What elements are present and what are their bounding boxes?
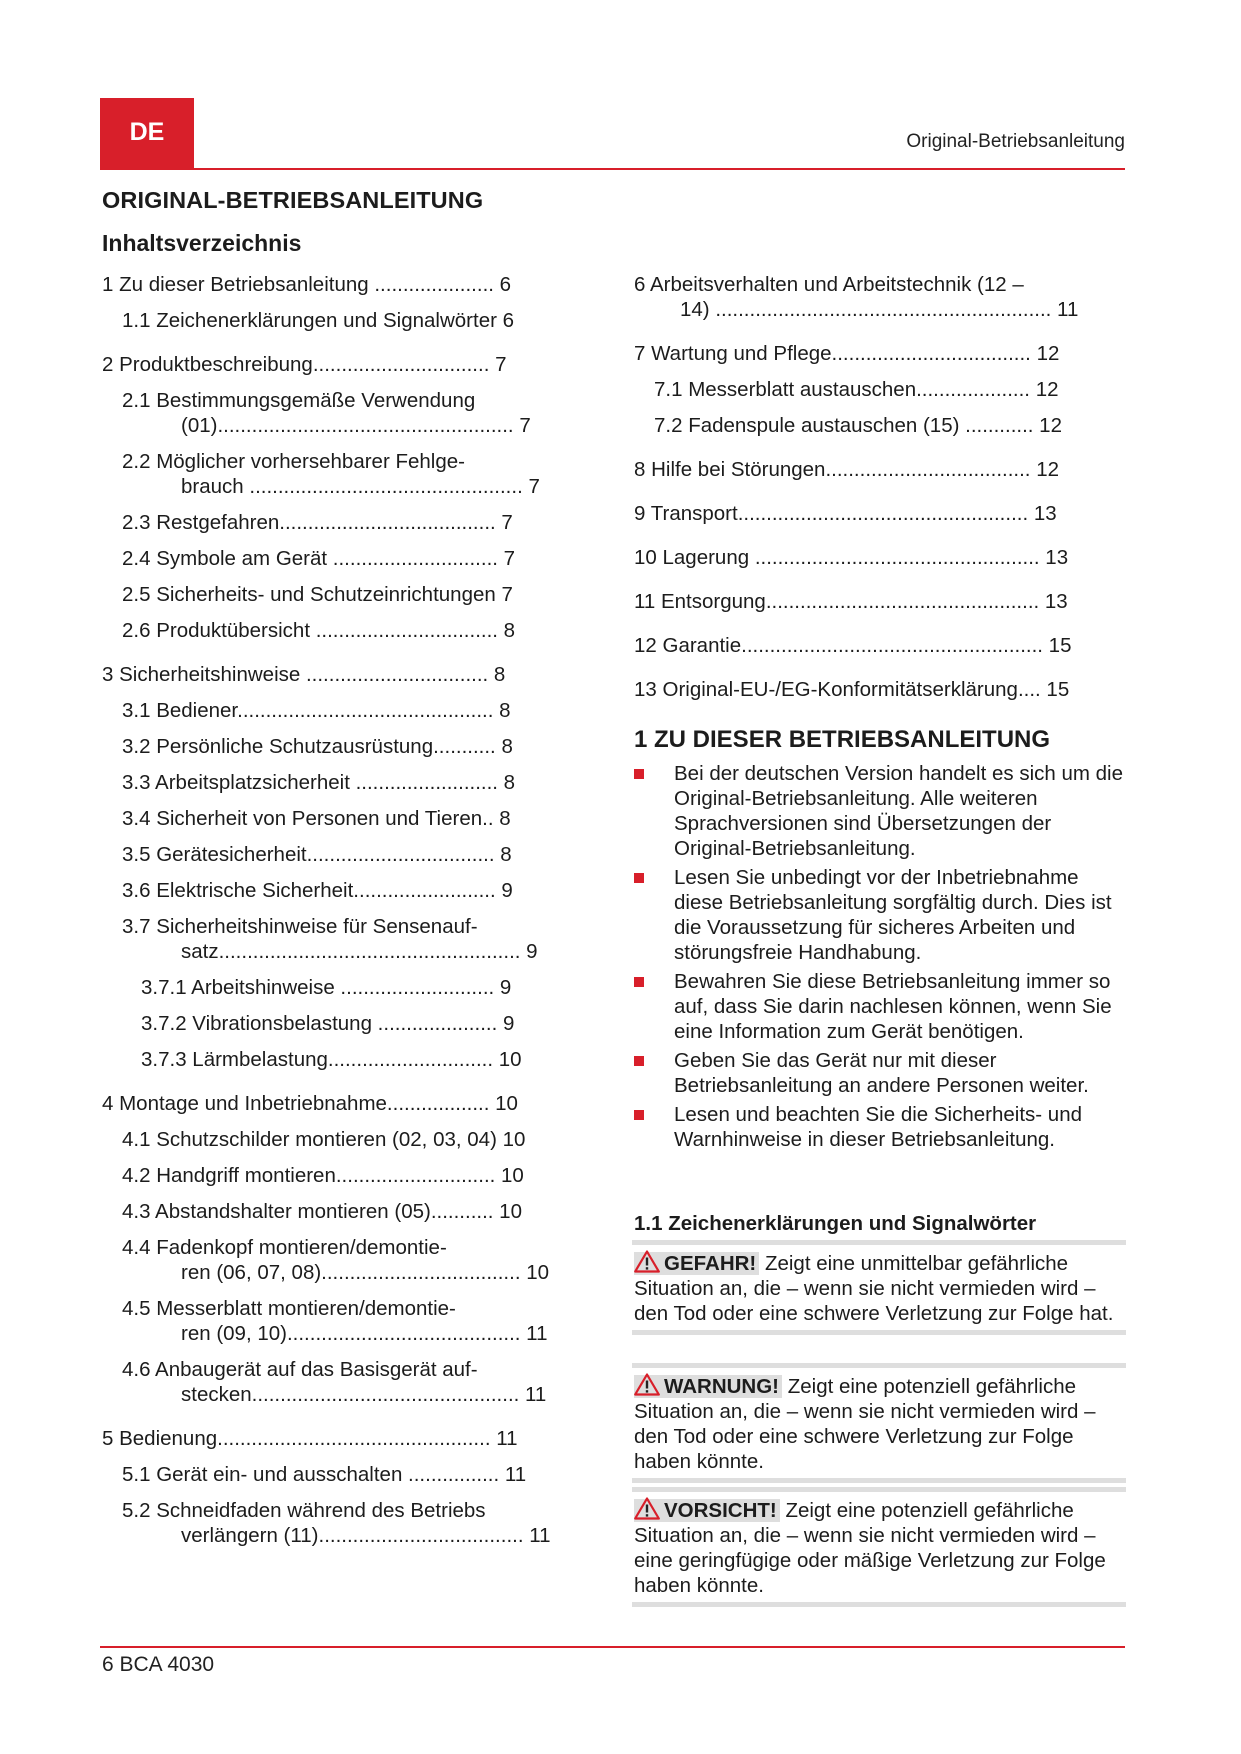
signal-box-caution: VORSICHT! Zeigt eine potenziell gefährliche Situation an, die – wenn sie nicht vermieden wird – eine geringfügige oder mäßige Verletzung zur Folge haben könnte. [632, 1487, 1126, 1607]
list-item: Lesen Sie unbedingt vor der Inbetriebnahme diese Betriebsanleitung sorgfältig durch. Dies ist die Voraussetzung für sicheres Arbeiten und störungsfreie Handhabung. [634, 865, 1128, 965]
toc-entry[interactable]: 7.2 Fadenspule austauschen (15) ............ 12 [654, 414, 1062, 437]
toc-entry[interactable]: 2.5 Sicherheits- und Schutzeinrichtungen 7 [122, 583, 513, 606]
toc-entry[interactable]: 8 Hilfe bei Störungen.................................... 12 [634, 458, 1059, 481]
toc-entry[interactable]: 3.4 Sicherheit von Personen und Tieren.. 8 [122, 807, 511, 830]
toc-entry[interactable]: 12 Garantie..................................................... 15 [634, 634, 1072, 657]
bullet-list [634, 761, 1128, 1156]
bullet-square-icon [634, 977, 644, 987]
bullet-square-icon [634, 1056, 644, 1066]
toc-entry[interactable]: 2.6 Produktübersicht ................................ 8 [122, 619, 516, 642]
toc-entry[interactable]: 3.5 Gerätesicherheit................................. 8 [122, 843, 512, 866]
toc-entry[interactable]: 3.6 Elektrische Sicherheit......................... 9 [122, 879, 513, 902]
subsection-heading: 1.1 Zeichenerklärungen und Signalwörter [634, 1212, 1037, 1235]
toc-entry[interactable]: 3.2 Persönliche Schutzausrüstung........... 8 [122, 735, 513, 758]
list-item: Lesen und beachten Sie die Sicherheits- und Warnhinweise in dieser Betriebsanleitung. [634, 1102, 1128, 1152]
toc-entry[interactable]: 10 Lagerung .................................................. 13 [634, 546, 1069, 569]
toc-entry[interactable]: 4 Montage und Inbetriebnahme.................. 10 [102, 1092, 518, 1115]
header-divider [100, 168, 1125, 170]
toc-entry[interactable]: 4.4 Fadenkopf montieren/demontie- ren (06, 07, 08)................................... 10 [122, 1236, 550, 1284]
toc-entry[interactable]: 9 Transport................................................... 13 [634, 502, 1057, 525]
warning-triangle-icon [634, 1373, 660, 1396]
page-footer: 6 BCA 4030 [102, 1653, 215, 1676]
warning-triangle-icon [634, 1497, 660, 1520]
toc-entry[interactable]: 3.1 Bediener............................................. 8 [122, 699, 511, 722]
toc-entry[interactable]: 3 Sicherheitshinweise ................................ 8 [102, 663, 506, 686]
toc-right-column [634, 272, 1128, 702]
toc-entry[interactable]: 11 Entsorgung................................................ 13 [634, 590, 1068, 613]
document-title: ORIGINAL-BETRIEBSANLEITUNG [102, 187, 484, 213]
toc-entry[interactable]: 13 Original-EU-/EG-Konformitätserklärung.... 15 [634, 678, 1070, 701]
bullet-square-icon [634, 873, 644, 883]
toc-entry[interactable]: 6 Arbeitsverhalten und Arbeitstechnik (12 – 14) ........................................................... 11 [634, 273, 1079, 321]
toc-entry[interactable]: 4.2 Handgriff montieren............................ 10 [122, 1164, 524, 1187]
toc-left-column [102, 272, 580, 1548]
toc-entry[interactable]: 3.7.1 Arbeitshinweise ........................... 9 [141, 976, 512, 999]
toc-entry[interactable]: 2.2 Möglicher vorhersehbarer Fehlge- brauch ................................................ 7 [122, 450, 540, 498]
toc-entry[interactable]: 3.7.3 Lärmbelastung............................. 10 [141, 1048, 522, 1071]
toc-entry[interactable]: 2 Produktbeschreibung............................... 7 [102, 353, 507, 376]
bullet-square-icon [634, 1110, 644, 1120]
toc-entry[interactable]: 2.1 Bestimmungsgemäße Verwendung (01).................................................... 7 [122, 389, 531, 437]
warning-triangle-icon [634, 1250, 660, 1273]
toc-entry[interactable]: 5.1 Gerät ein- und ausschalten ................ 11 [122, 1463, 527, 1486]
language-badge: DE [100, 98, 194, 168]
toc-entry[interactable]: 3.3 Arbeitsplatzsicherheit ......................... 8 [122, 771, 516, 794]
toc-entry[interactable]: 5.2 Schneidfaden während des Betriebs verlängern (11).................................... 11 [122, 1499, 551, 1547]
toc-entry[interactable]: 2.3 Restgefahren...................................... 7 [122, 511, 513, 534]
toc-entry[interactable]: 1 Zu dieser Betriebsanleitung ..................... 6 [102, 273, 512, 296]
signal-box-danger: GEFAHR! Zeigt eine unmittelbar gefährliche Situation an, die – wenn sie nicht vermieden wird – den Tod oder eine schwere Verletzung zur Folge hat. [632, 1240, 1126, 1335]
list-item: Bewahren Sie diese Betriebsanleitung immer so auf, dass Sie darin nachlesen können, wenn Sie eine Information zum Gerät benötigen. [634, 969, 1128, 1044]
toc-entry[interactable]: 3.7 Sicherheitshinweise für Sensenauf- satz..................................................... 9 [122, 915, 538, 963]
toc-entry[interactable]: 4.6 Anbaugerät auf das Basisgerät auf- stecken............................................... 11 [122, 1358, 547, 1406]
header-title: Original-Betriebsanleitung [906, 131, 1125, 152]
list-item: Bei der deutschen Version handelt es sich um die Original-Betriebsanleitung. Alle weiteren Sprachversionen sind Übersetzungen der Original-Betriebsanleitung. [634, 761, 1128, 861]
toc-entry[interactable]: 4.1 Schutzschilder montieren (02, 03, 04) 10 [122, 1128, 526, 1151]
toc-entry[interactable]: 7 Wartung und Pflege................................... 12 [634, 342, 1060, 365]
section-heading: 1 ZU DIESER BETRIEBSANLEITUNG [634, 726, 1051, 753]
toc-entry[interactable]: 5 Bedienung................................................ 11 [102, 1427, 518, 1450]
toc-entry[interactable]: 4.3 Abstandshalter montieren (05)........... 10 [122, 1200, 522, 1223]
toc-entry[interactable]: 2.4 Symbole am Gerät ............................. 7 [122, 547, 516, 570]
toc-title: Inhaltsverzeichnis [102, 230, 302, 256]
signal-box-warning: WARNUNG! Zeigt eine potenziell gefährliche Situation an, die – wenn sie nicht vermieden wird – den Tod oder eine schwere Verletzung zur Folge haben könnte. [632, 1363, 1126, 1483]
toc-entry[interactable]: 7.1 Messerblatt austauschen.................... 12 [654, 378, 1059, 401]
toc-entry[interactable]: 1.1 Zeichenerklärungen und Signalwörter 6 [122, 309, 515, 332]
toc-entry[interactable]: 4.5 Messerblatt montieren/demontie- ren (09, 10)......................................... 11 [122, 1297, 548, 1345]
bullet-square-icon [634, 769, 644, 779]
footer-divider [100, 1646, 1125, 1648]
list-item: Geben Sie das Gerät nur mit dieser Betriebsanleitung an andere Personen weiter. [634, 1048, 1128, 1098]
toc-entry[interactable]: 3.7.2 Vibrationsbelastung ..................... 9 [141, 1012, 515, 1035]
